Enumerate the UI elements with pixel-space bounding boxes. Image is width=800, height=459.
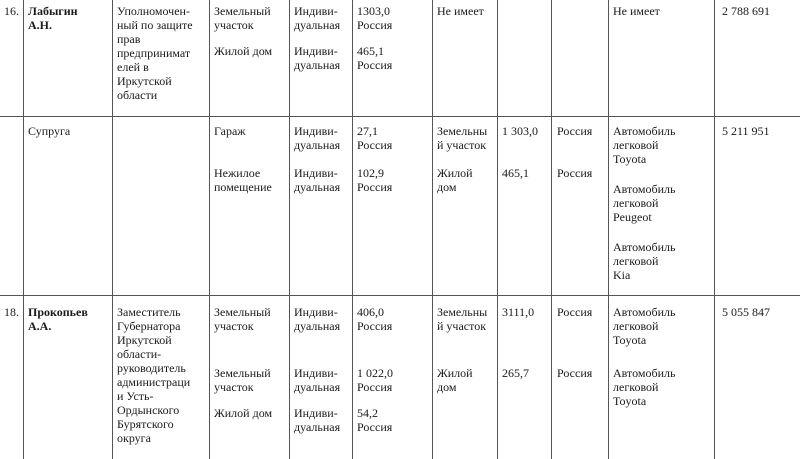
column-divider (608, 0, 609, 459)
used-country: Россия (557, 305, 593, 319)
area-country: 54,2 Россия (357, 406, 393, 434)
used-area: 265,7 (502, 366, 529, 380)
column-divider (497, 0, 498, 459)
used-property-none: Не имеет (437, 4, 484, 18)
ownership-type: Индиви- дуальная (294, 166, 341, 194)
property-type: Нежилое помещение (214, 166, 272, 194)
vehicle-entry: Автомобиль легковой Kia (613, 240, 676, 282)
used-country: Россия (557, 166, 593, 180)
ownership-type: Индиви- дуальная (294, 406, 341, 434)
used-area: 1 303,0 (502, 124, 538, 138)
vehicle-entry: Автомобиль легковой Toyota (613, 366, 676, 408)
used-property-type: Жилой дом (437, 166, 473, 194)
column-divider (209, 0, 210, 459)
column-divider (23, 0, 24, 459)
ownership-type: Индиви- дуальная (294, 366, 341, 394)
used-country: Россия (557, 124, 593, 138)
income: 5 055 847 (722, 305, 770, 319)
area-country: 465,1 Россия (357, 44, 393, 72)
column-divider (112, 0, 113, 459)
used-area: 3111,0 (502, 305, 535, 319)
vehicle-entry: Автомобиль легковой Toyota (613, 305, 676, 347)
property-type: Земельный участок (214, 366, 271, 394)
income: 2 788 691 (722, 4, 770, 18)
row-divider (0, 295, 800, 296)
area-country: 27,1 Россия (357, 124, 393, 152)
row-divider (0, 116, 800, 117)
row-number: 18. (4, 305, 19, 319)
position-text: Заместитель Губернатора Иркутской области- руководитель администраци и Усть- Ордынского Бурятского округа (117, 305, 191, 445)
used-country: Россия (557, 366, 593, 380)
property-type: Жилой дом (214, 406, 273, 420)
column-divider (432, 0, 433, 459)
column-divider (551, 0, 552, 459)
area-country: 406,0 Россия (357, 305, 393, 333)
column-divider (289, 0, 290, 459)
ownership-type: Индиви- дуальная (294, 44, 341, 72)
used-property-type: Земельны й участок (437, 305, 488, 333)
position-text: Уполномочен- ный по защите прав предпринимат елей в Иркутской области (117, 4, 193, 102)
income: 5 211 951 (722, 124, 770, 138)
person-name: Супруга (28, 124, 71, 138)
property-type: Гараж (214, 124, 246, 138)
property-type: Жилой дом (214, 44, 273, 58)
area-country: 1303,0 Россия (357, 4, 393, 32)
vehicles-none: Не имеет (613, 4, 660, 18)
area-country: 1 022,0 Россия (357, 366, 393, 394)
used-property-type: Жилой дом (437, 366, 473, 394)
ownership-type: Индиви- дуальная (294, 4, 341, 32)
property-type: Земельный участок (214, 305, 271, 333)
used-area: 465,1 (502, 166, 529, 180)
person-name: Прокопьев А.А. (28, 305, 88, 333)
ownership-type: Индиви- дуальная (294, 124, 341, 152)
ownership-type: Индиви- дуальная (294, 305, 341, 333)
vehicle-entry: Автомобиль легковой Toyota (613, 124, 676, 166)
column-divider (714, 0, 715, 459)
column-divider (352, 0, 353, 459)
person-name: Лабыгин А.Н. (28, 4, 78, 32)
area-country: 102,9 Россия (357, 166, 393, 194)
row-number: 16. (4, 4, 19, 18)
used-property-type: Земельны й участок (437, 124, 488, 152)
vehicle-entry: Автомобиль легковой Peugeot (613, 182, 676, 224)
property-type: Земельный участок (214, 4, 271, 32)
